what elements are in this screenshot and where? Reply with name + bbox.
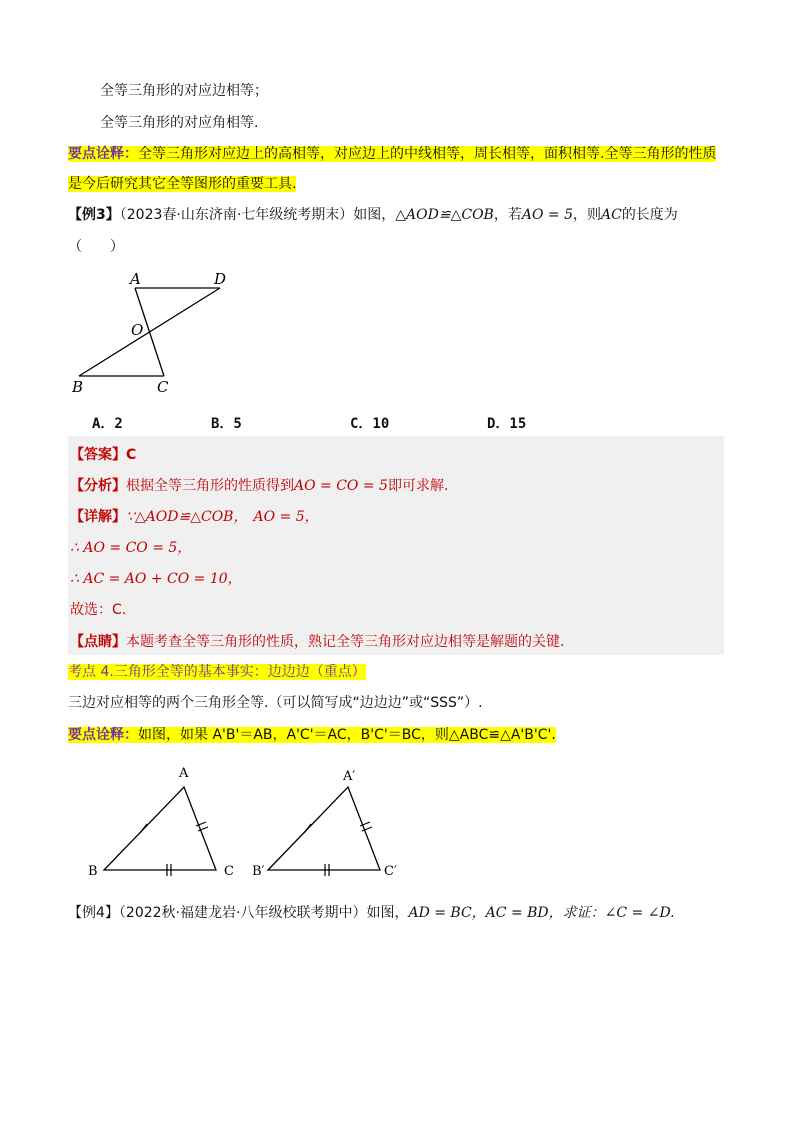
example-3-question: 【例3】（2023春·山东济南·七年级统考期末）如图，△AOD≌△COB，若AO = 5，则AC的长度为 [68, 207, 678, 223]
keypoint-2-label: 要点诠释： [68, 727, 138, 743]
option-c: C．10 [350, 416, 390, 432]
segment-db [79, 288, 220, 376]
detail-line: 【详解】∵△AOD≌△COB， AO = 5， [70, 509, 319, 525]
sss-figures [80, 760, 420, 885]
kaodian-4-title: 考点 4.三角形全等的基本事实：边边边（重点） [68, 664, 366, 680]
answer-tag: 【答案】 [70, 447, 126, 463]
label-tri-c: C [224, 864, 234, 879]
keypoint-1-label: 要点诠释： [68, 146, 138, 162]
label-tri-b: B [88, 864, 98, 879]
label-d: D [214, 270, 227, 288]
keypoint-1-text-a: 全等三角形对应边上的高相等，对应边上的中线相等，周长相等，面积相等.全等三角形的性质 [138, 146, 717, 162]
detail-step-2: ∴ AC = AO + CO = 10， [70, 571, 242, 587]
label-b: B [72, 378, 84, 396]
answer-value: C [126, 447, 137, 463]
comment-tag: 【点睛】 [70, 634, 126, 650]
label-tri-c-prime: C′ [384, 864, 397, 879]
label-c: C [157, 378, 169, 396]
label-a: A [130, 270, 141, 288]
label-tri-a-prime: A′ [343, 769, 356, 784]
detail-tag: 【详解】 [70, 509, 126, 525]
label-tri-a: A [179, 766, 189, 781]
keypoint-2-text: 如图，如果 A'B'＝AB，A'C'＝AC，B'C'＝BC，则△ABC≌△A'B'C'. [138, 727, 556, 743]
kaodian-4-desc: 三边对应相等的两个三角形全等.（可以简写成“边边边”或“SSS”）. [68, 695, 483, 711]
example-4-tag: 【例4】 [68, 905, 119, 921]
option-d: D．15 [487, 416, 527, 432]
keypoint-2-line [68, 724, 556, 744]
option-b: B．5 [211, 416, 242, 432]
label-o: O [131, 321, 144, 339]
property-angles: 全等三角形的对应角相等. [100, 115, 259, 131]
label-tri-b-prime: B′ [252, 864, 265, 879]
detail-step-1: ∴ AO = CO = 5， [70, 540, 192, 556]
keypoint-1-text-b: 是今后研究其它全等图形的重要工具. [68, 176, 297, 192]
analysis-line: 【分析】根据全等三角形的性质得到AO = CO = 5即可求解. [70, 478, 449, 494]
example-3-figure [60, 262, 250, 397]
answer-line [70, 444, 136, 464]
tick-ab [140, 824, 147, 833]
choose-line: 故选：C. [70, 602, 127, 618]
comment-line: 【点睛】本题考查全等三角形的性质，熟记全等三角形对应边相等是解题的关键. [70, 634, 565, 650]
tick-a1b1 [304, 824, 311, 833]
keypoint-1-line-a [68, 143, 716, 163]
analysis-tag: 【分析】 [70, 478, 126, 494]
example-4-question: 【例4】（2022秋·福建龙岩·八年级校联考期中）如图，AD = BC，AC = BD，求证：∠C = ∠D. [68, 905, 675, 921]
option-a: A．2 [92, 416, 123, 432]
triangle-a1b1c1 [252, 769, 397, 879]
example-3-tag: 【例3】 [68, 207, 120, 223]
keypoint-1-line-b [68, 173, 296, 193]
example-3-bracket: （ ） [68, 239, 124, 255]
triangle-abc [88, 766, 234, 879]
property-sides: 全等三角形的对应边相等； [100, 83, 268, 99]
